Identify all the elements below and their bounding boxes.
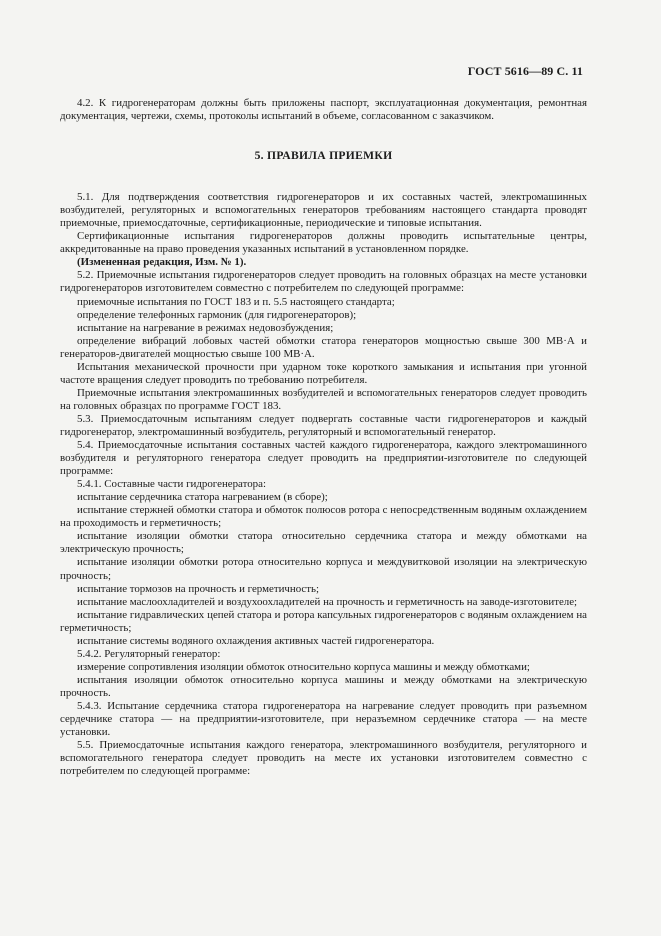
list-item: испытание тормозов на прочность и герметичность; (77, 582, 320, 595)
revision-note: (Измененная редакция, Изм. № 1). (77, 256, 247, 269)
paragraph-5-5: 5.5. Приемосдаточные испытания каждого генератора, электромашинного возбудителя, регуляторного и вспомогательного генератора следует проводить на месте их установки изготовителем совместно с потребителем по следующей программе: (60, 739, 587, 778)
section-title: 5. ПРАВИЛА ПРИЕМКИ (254, 149, 393, 163)
list-item: испытание изоляции обмотки статора относительно сердечника статора и между обмотками на электрическую прочность; (60, 530, 587, 556)
list-item: приемочные испытания по ГОСТ 183 и п. 5.5 настоящего стандарта; (77, 295, 395, 308)
paragraph: Приемочные испытания электромашинных возбудителей и вспомогательных генераторов следует проводить на головных образцах по программе ГОСТ 183. (60, 386, 587, 412)
paragraph-5-1: 5.1. Для подтверждения соответствия гидрогенераторов и их составных частей, электромашинных возбудителей, регуляторных и вспомогательных генераторов требованиям настоящего стандарта проводят приемочные, приемосдаточные, сертификационные, периодические и типовые испытания. (60, 191, 587, 230)
list-item: испытание гидравлических цепей статора и ротора капсульных гидрогенераторов с водяным охлаждением на герметичность; (60, 608, 587, 634)
paragraph-5-2: 5.2. Приемочные испытания гидрогенераторов следует проводить на головных образцах на месте установки гидрогенераторов изготовителем совместно с потребителем по следующей программе: (60, 269, 587, 295)
list-item: измерение сопротивления изоляции обмоток относительно корпуса машины и между обмотками; (77, 660, 530, 673)
list-item: испытание системы водяного охлаждения активных частей гидрогенератора. (77, 634, 435, 647)
paragraph-5-4-3: 5.4.3. Испытание сердечника статора гидрогенератора на нагревание следует проводить при разъемном сердечнике статора — на предприятии-изготовителе, при неразъемном сердечнике статора — на месте установки. (60, 699, 587, 739)
paragraph-5-3: 5.3. Приемосдаточным испытаниям следует подвергать составные части гидрогенераторов и каждый гидрогенератор, электромашинный возбудитель, регуляторный и вспомогательный генератор. (60, 412, 587, 438)
list-item: определение вибраций лобовых частей обмотки статора генераторов мощностью свыше 300 МВ·А и генераторов-двигателей мощностью свыше 100 МВ·А. (60, 334, 587, 360)
list-item: испытание стержней обмотки статора и обмоток полюсов ротора с непосредственным водяным охлаждением на проходимость и герметичность; (60, 504, 587, 530)
paragraph: Испытания механической прочности при ударном токе короткого замыкания и испытания при угонной частоте вращения следует проводить по требованию потребителя. (60, 360, 587, 386)
page-header: ГОСТ 5616—89 С. 11 (467, 64, 583, 78)
paragraph: Сертификационные испытания гидрогенераторов должны проводить испытательные центры, аккредитованные на право проведения указанных испытаний в установленном порядке. (60, 230, 587, 256)
list-item: испытание на нагревание в режимах недовозбуждения; (77, 321, 334, 334)
paragraph-5-4: 5.4. Приемосдаточные испытания составных частей каждого гидрогенератора, каждого электромашинного возбудителя и регуляторного генератора следует проводить на предприятии-изготовителе по следующей программе: (60, 439, 587, 478)
list-item: испытание изоляции обмотки ротора относительно корпуса и междувитковой изоляции на электрическую прочность; (60, 556, 587, 582)
list-item: испытания изоляции обмоток относительно корпуса машины и между обмотками на электрическую прочность. (60, 673, 587, 699)
paragraph-5-4-2: 5.4.2. Регуляторный генератор: (77, 647, 221, 660)
list-item: определение телефонных гармоник (для гидрогенераторов); (77, 308, 357, 321)
paragraph-4-2: 4.2. К гидрогенераторам должны быть приложены паспорт, эксплуатационная документация, ремонтная документация, чертежи, схемы, протоколы испытаний в объеме, согласованном с заказчиком. (60, 97, 587, 123)
list-item: испытание сердечника статора нагреванием (в сборе); (77, 491, 328, 504)
paragraph-5-4-1: 5.4.1. Составные части гидрогенератора: (77, 478, 266, 491)
list-item: испытание маслоохладителей и воздухоохладителей на прочность и герметичность на заводе-изготовителе; (77, 595, 578, 608)
document-body (60, 97, 587, 778)
